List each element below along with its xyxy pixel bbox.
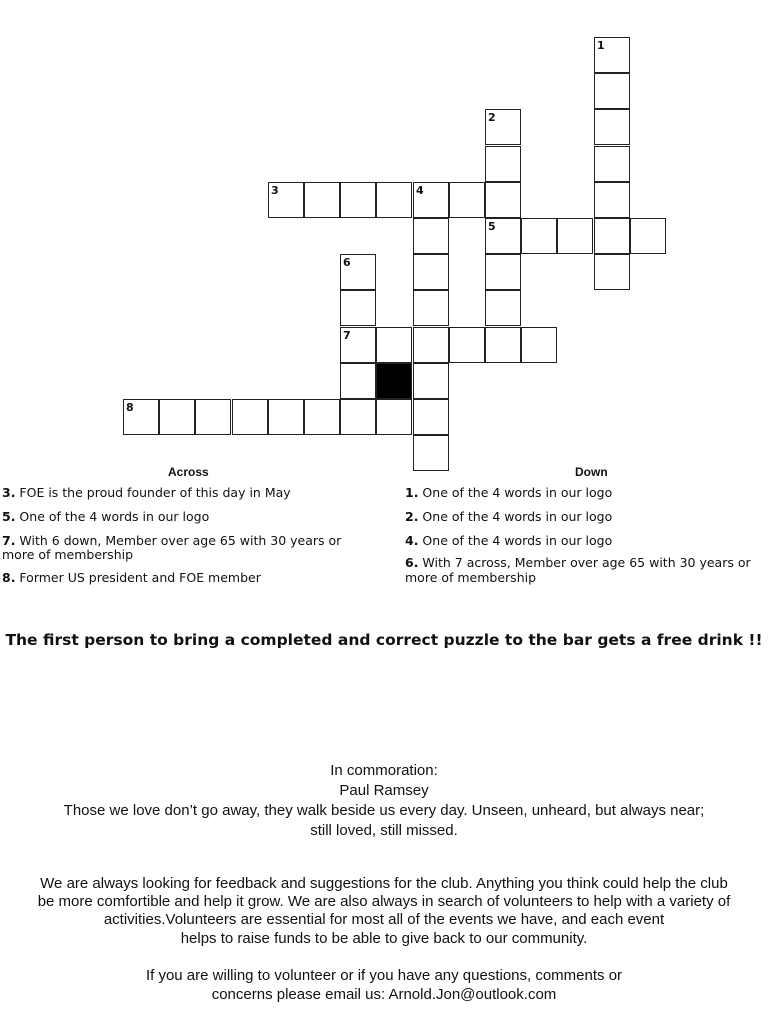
down-heading: Down xyxy=(575,465,608,479)
volunteer-line-3: activities.Volunteers are essential for most all of the events we have, and each event xyxy=(103,911,665,928)
clue-number: 1 xyxy=(597,39,605,52)
across-clue-5: 5. One of the 4 words in our logo xyxy=(2,509,210,524)
crossword-cell[interactable] xyxy=(340,290,376,326)
crossword-cell[interactable] xyxy=(485,254,521,290)
crossword-cell[interactable] xyxy=(521,327,557,363)
crossword-cell[interactable] xyxy=(485,218,521,254)
crossword-cell[interactable] xyxy=(268,182,304,218)
down-clue-6-cont: more of membership xyxy=(405,570,537,585)
crossword-cell[interactable] xyxy=(485,290,521,326)
clue-number: 3 xyxy=(271,184,279,197)
crossword-cell[interactable] xyxy=(449,182,485,218)
down-clue-6: 6. With 7 across, Member over age 65 with 30 years or xyxy=(405,555,751,570)
memorial-quote-end: still loved, still missed. xyxy=(310,822,458,839)
crossword-cell[interactable] xyxy=(413,363,449,399)
volunteer-line-1: We are always looking for feedback and suggestions for the club. Anything you think could help the club xyxy=(40,875,728,892)
crossword-cell[interactable] xyxy=(123,399,159,435)
crossword-cell[interactable] xyxy=(594,254,630,290)
down-clue-4: 4. One of the 4 words in our logo xyxy=(405,533,613,548)
contact-email-line: concerns please email us: Arnold.Jon@outlook.com xyxy=(211,986,557,1003)
crossword-cell[interactable] xyxy=(413,218,449,254)
crossword-cell[interactable] xyxy=(413,399,449,435)
across-clue-8: 8. Former US president and FOE member xyxy=(2,570,261,585)
crossword-cell[interactable] xyxy=(557,218,593,254)
crossword-cell[interactable] xyxy=(413,435,449,471)
crossword-cell[interactable] xyxy=(340,327,376,363)
volunteer-line-2: be more comfortible and help it grow. We are also always in search of volunteers to help with a variety of xyxy=(37,893,731,910)
clue-number: 4 xyxy=(416,184,424,197)
contact-line-1: If you are willing to volunteer or if you have any questions, comments or xyxy=(145,967,623,984)
crossword-cell[interactable] xyxy=(340,182,376,218)
across-heading: Across xyxy=(168,465,209,479)
crossword-cell[interactable] xyxy=(232,399,268,435)
across-clue-3: 3. FOE is the proud founder of this day in May xyxy=(2,485,291,500)
crossword-cell[interactable] xyxy=(594,109,630,145)
memorial-heading: In commoration: xyxy=(330,762,438,779)
crossword-cell[interactable] xyxy=(376,327,412,363)
clue-number: 8 xyxy=(126,401,134,414)
crossword-cell[interactable] xyxy=(159,399,195,435)
crossword-cell[interactable] xyxy=(485,182,521,218)
crossword-cell[interactable] xyxy=(521,218,557,254)
crossword-cell[interactable] xyxy=(340,363,376,399)
down-clue-2: 2. One of the 4 words in our logo xyxy=(405,509,613,524)
clue-number: 7 xyxy=(343,329,351,342)
crossword-cell[interactable] xyxy=(594,218,630,254)
crossword-cell[interactable] xyxy=(449,327,485,363)
down-clue-1: 1. One of the 4 words in our logo xyxy=(405,485,613,500)
crossword-cell[interactable] xyxy=(413,327,449,363)
memorial-quote: Those we love don’t go away, they walk beside us every day. Unseen, unheard, but always near; xyxy=(63,802,705,819)
crossword-cell[interactable] xyxy=(485,109,521,145)
crossword-cell[interactable] xyxy=(413,254,449,290)
crossword-cell[interactable] xyxy=(376,399,412,435)
crossword-cell[interactable] xyxy=(594,182,630,218)
across-clue-7: 7. With 6 down, Member over age 65 with 30 years or xyxy=(2,533,342,548)
clue-number: 6 xyxy=(343,256,351,269)
crossword-cell[interactable] xyxy=(195,399,231,435)
crossword-cell[interactable] xyxy=(485,327,521,363)
crossword-cell[interactable] xyxy=(594,73,630,109)
crossword-cell[interactable] xyxy=(340,399,376,435)
memorial-name: Paul Ramsey xyxy=(339,782,429,799)
crossword-cell[interactable] xyxy=(268,399,304,435)
across-clue-7-cont: more of membership xyxy=(2,547,134,562)
crossword-cell[interactable] xyxy=(340,254,376,290)
clue-number: 2 xyxy=(488,111,496,124)
crossword-cell[interactable] xyxy=(485,146,521,182)
crossword-block-cell xyxy=(376,363,412,399)
crossword-cell[interactable] xyxy=(304,399,340,435)
free-drink-notice: The first person to bring a completed and correct puzzle to the bar gets a free drink !! xyxy=(5,631,763,649)
volunteer-line-4: helps to raise funds to be able to give back to our community. xyxy=(180,930,588,947)
crossword-cell[interactable] xyxy=(304,182,340,218)
crossword-cell[interactable] xyxy=(413,290,449,326)
crossword-cell[interactable] xyxy=(413,182,449,218)
crossword-cell[interactable] xyxy=(376,182,412,218)
crossword-cell[interactable] xyxy=(594,146,630,182)
crossword-cell[interactable] xyxy=(594,37,630,73)
crossword-cell[interactable] xyxy=(630,218,666,254)
clue-number: 5 xyxy=(488,220,496,233)
